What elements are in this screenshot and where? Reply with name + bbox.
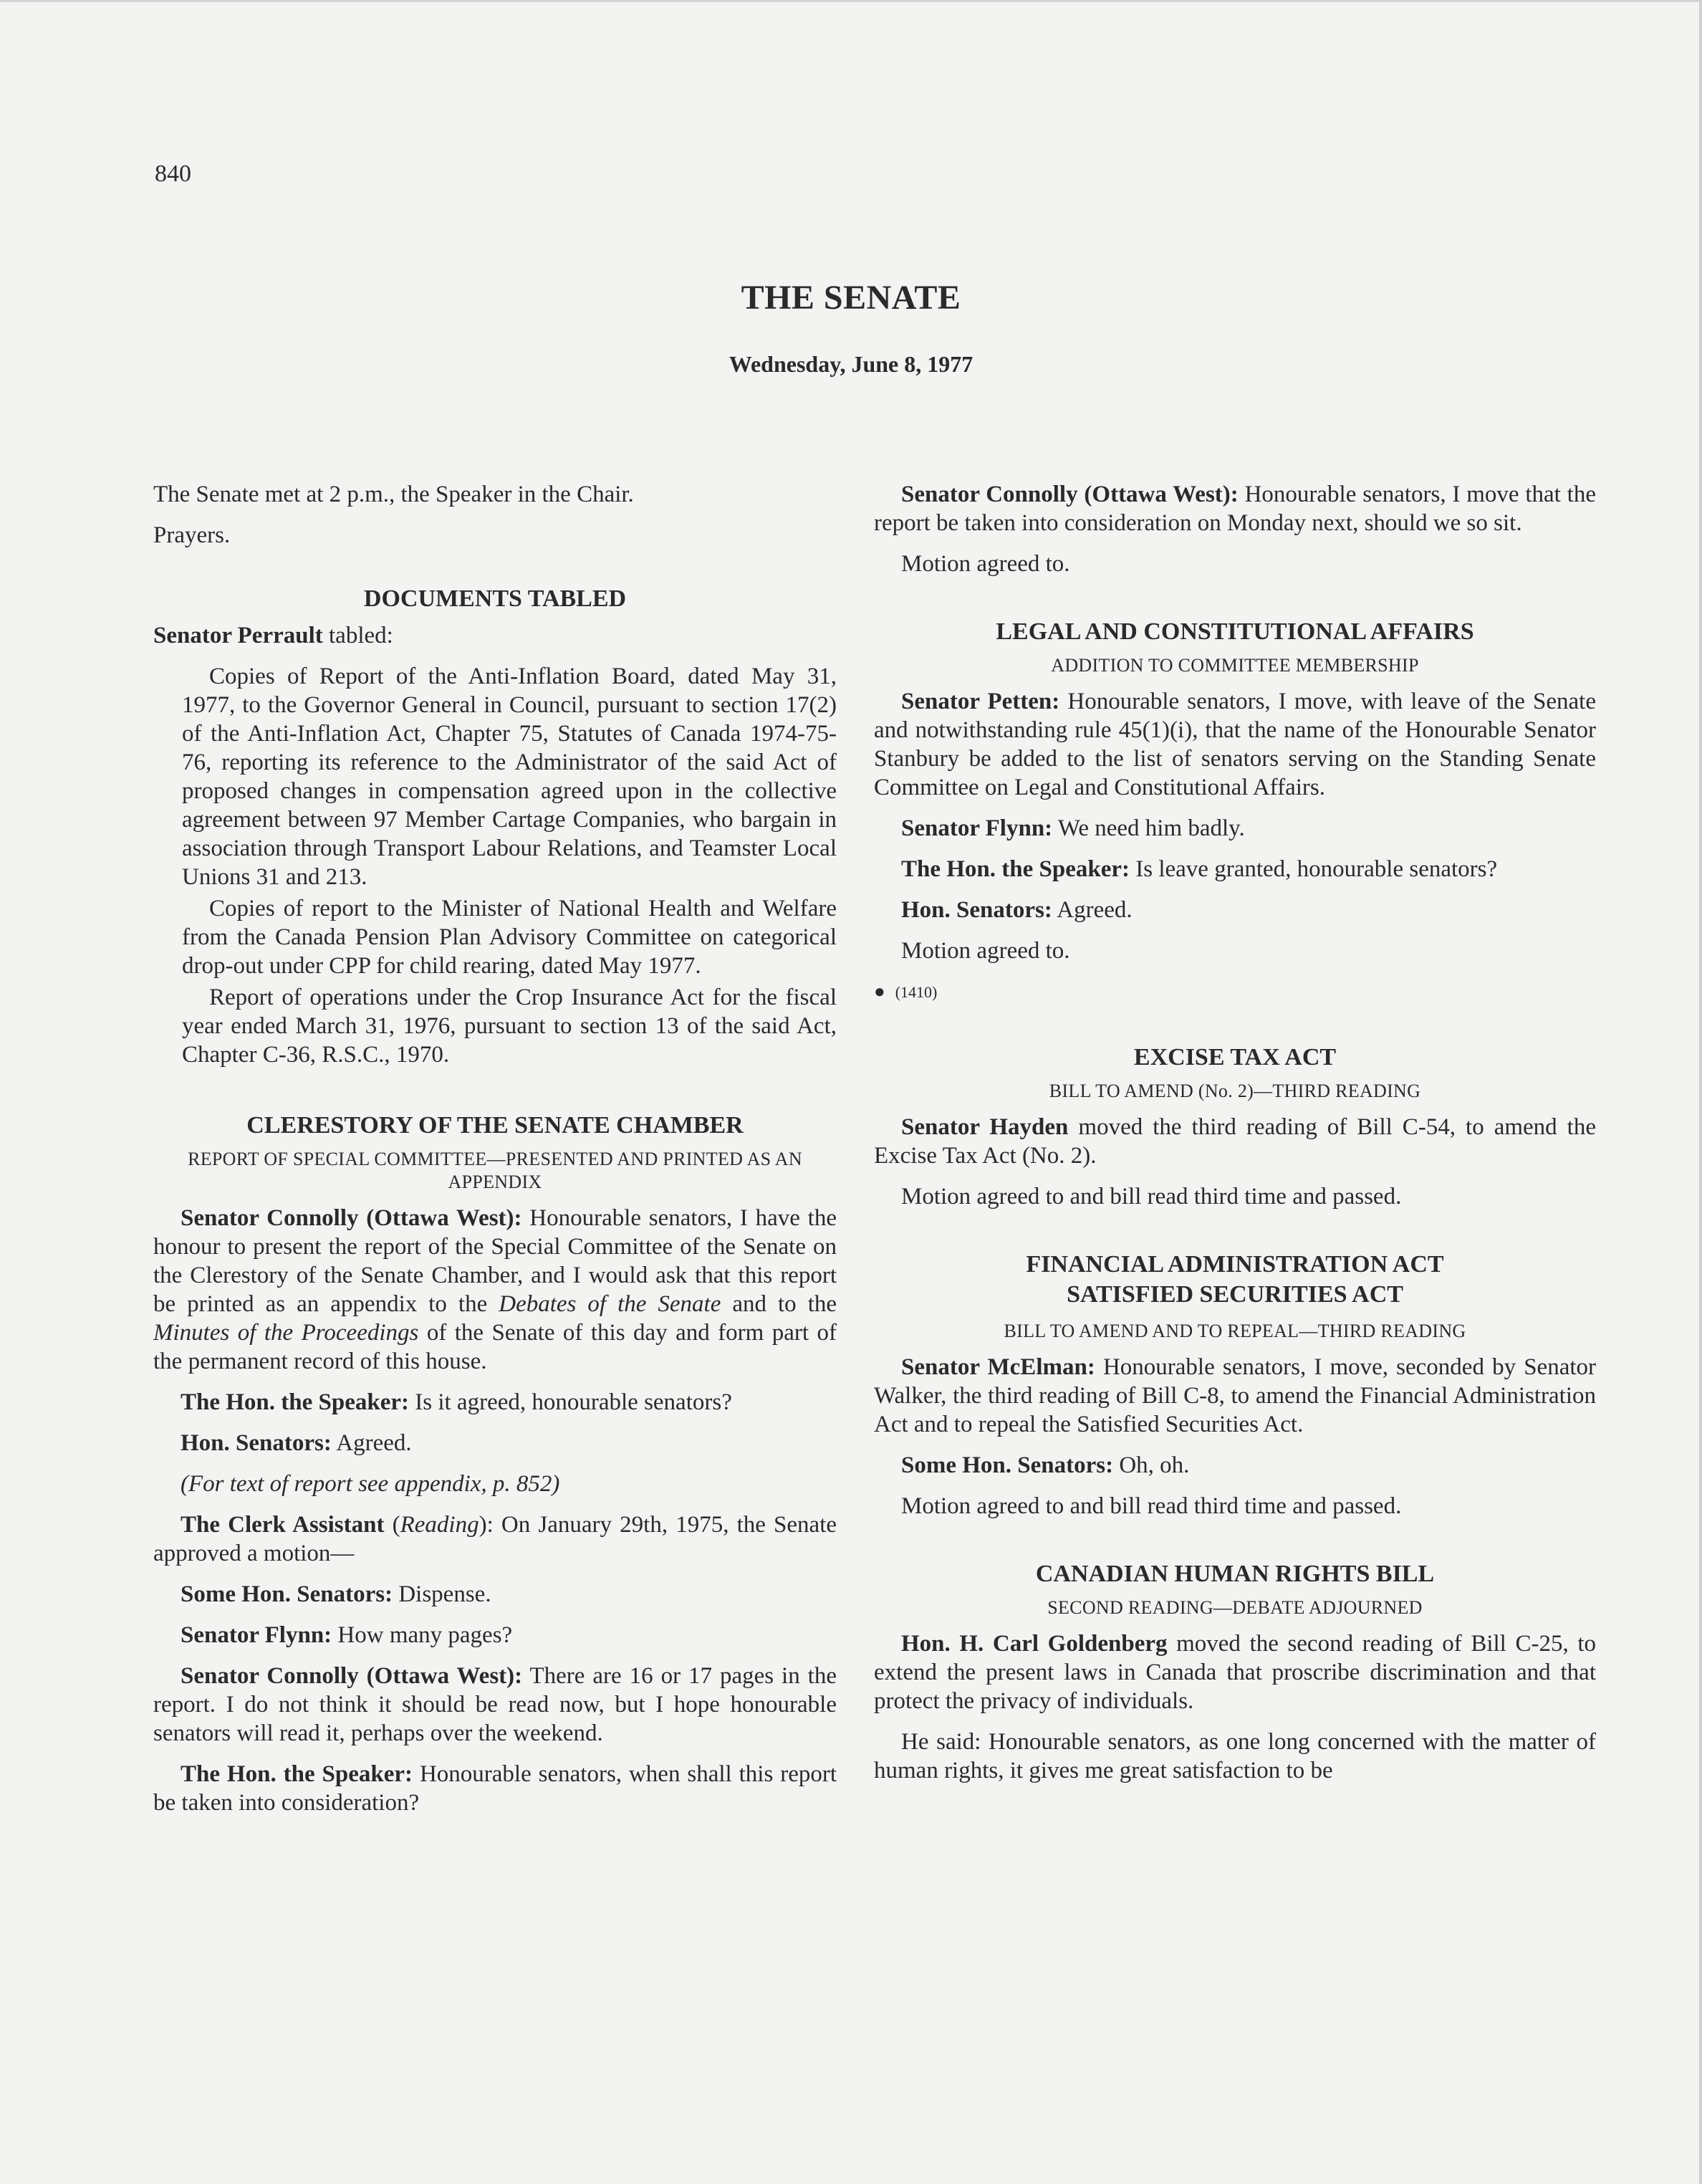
page-title: THE SENATE xyxy=(741,279,961,317)
bill-passed-2: Motion agreed to and bill read third time and passed. xyxy=(901,1493,1402,1519)
speaker-name: Some Hon. Senators: xyxy=(181,1581,393,1607)
perrault-tabled xyxy=(153,621,837,650)
clerestory-heading: CLERESTORY OF THE SENATE CHAMBER xyxy=(246,1112,744,1139)
speaker-name: Senator Flynn: xyxy=(901,815,1053,841)
excise-tax-subheading: BILL TO AMEND (No. 2)—THIRD READING xyxy=(1049,1081,1421,1101)
speaker-name: Hon. Senators: xyxy=(181,1430,332,1456)
financial-administration-heading: FINANCIAL ADMINISTRATION ACT SATISFIED SECURITIES ACT xyxy=(1026,1251,1444,1308)
human-rights-heading: CANADIAN HUMAN RIGHTS BILL xyxy=(1035,1561,1435,1587)
speaker-name: The Hon. the Speaker: xyxy=(181,1389,410,1415)
clerestory-subheading: REPORT OF SPECIAL COMMITTEE—PRESENTED AND PRINTED AS AN APPENDIX xyxy=(188,1149,802,1192)
motion-agreed-2: Motion agreed to. xyxy=(901,938,1070,964)
speaker-name: The Hon. the Speaker: xyxy=(901,856,1130,882)
senators-interjection: Some Hon. Senators: Oh, oh. xyxy=(901,1452,1190,1478)
legal-affairs-subheading: ADDITION TO COMMITTEE MEMBERSHIP xyxy=(1051,655,1419,676)
flynn-remark: Senator Flynn: We need him badly. xyxy=(901,815,1245,841)
speaker-statement-2: The Hon. the Speaker: Honourable senators, when shall this report be taken into consideration? xyxy=(153,1761,837,1816)
speaker-name: The Hon. the Speaker: xyxy=(181,1761,413,1787)
senators-response-1: Hon. Senators: Agreed. xyxy=(181,1430,412,1456)
clerk-reading: The Clerk Assistant (Reading): On January 29th, 1975, the Senate approved a motion— xyxy=(153,1512,837,1566)
speaker-name: Senator Petten: xyxy=(901,689,1060,714)
motion-agreed-1: Motion agreed to. xyxy=(901,551,1070,577)
connolly-statement-2: Senator Connolly (Ottawa West): There are 16 or 17 pages in the report. I do not think it should be read now, but I hope honourable senators will read it, perhaps over the weekend. xyxy=(153,1663,837,1746)
bill-passed-1: Motion agreed to and bill read third time and passed. xyxy=(901,1184,1402,1210)
senators-response-2: Some Hon. Senators: Dispense. xyxy=(181,1581,491,1607)
speaker-name: Senator Perrault xyxy=(153,623,323,648)
flynn-question: Senator Flynn: How many pages? xyxy=(181,1622,513,1648)
opening-statement: The Senate met at 2 p.m., the Speaker in the Chair. xyxy=(153,482,634,507)
speaker-statement-1: The Hon. the Speaker: Is it agreed, honourable senators? xyxy=(181,1389,732,1415)
human-rights-subheading: SECOND READING—DEBATE ADJOURNED xyxy=(1047,1597,1423,1618)
mcelman-motion: Senator McElman: Honourable senators, I move, seconded by Senator Walker, the third reading of Bill C-8, to amend the Financial Administration Act and to repeal the Satisfied Securities Act. xyxy=(874,1354,1597,1437)
left-column xyxy=(153,480,837,1829)
prayers: Prayers. xyxy=(153,522,231,548)
documents-tabled-heading: DOCUMENTS TABLED xyxy=(363,585,627,612)
speaker-name: Senator Connolly (Ottawa West): xyxy=(181,1663,523,1689)
petten-motion: Senator Petten: Honourable senators, I move, with leave of the Senate and notwithstanding rule 45(1)(i), that the name of the Honourable Senator Stanbury be added to the list of senators serving on the Standing Senate Committee on Legal and Constitutional Affairs. xyxy=(874,689,1596,800)
speaker-leave-question: The Hon. the Speaker: Is leave granted, honourable senators? xyxy=(901,856,1498,882)
financial-administration-subheading: BILL TO AMEND AND TO REPEAL—THIRD READING xyxy=(1004,1321,1466,1341)
sitting-date: Wednesday, June 8, 1977 xyxy=(729,351,973,377)
speaker-name: Senator Hayden xyxy=(901,1114,1069,1140)
appendix-note: (For text of report see appendix, p. 852) xyxy=(181,1471,560,1497)
page-number: 840 xyxy=(155,161,191,187)
speaker-name: Senator McElman: xyxy=(901,1354,1095,1380)
connolly-motion: Senator Connolly (Ottawa West): Honourable senators, I move that the report be taken into consideration on Monday next, should we so sit. xyxy=(874,482,1596,536)
connolly-statement-1: Senator Connolly (Ottawa West): Honourable senators, I have the honour to present the report of the Special Committee of the Senate on the Clerestory of the Senate Chamber, and I would ask that this report be printed as an appendix to the Debates of the Senate and to the Minutes of the Proceedings of the Senate of this day and form part of the permanent record of this house. xyxy=(153,1205,837,1374)
speech-text: tabled: xyxy=(322,623,393,648)
speaker-name: Hon. H. Carl Goldenberg xyxy=(901,1631,1168,1657)
speaker-name: Senator Connolly (Ottawa West): xyxy=(901,482,1239,507)
goldenberg-speech: He said: Honourable senators, as one long concerned with the matter of human rights, it gives me great satisfaction to be xyxy=(874,1729,1596,1783)
speaker-name: Senator Flynn: xyxy=(181,1622,332,1648)
speaker-name: Some Hon. Senators: xyxy=(901,1452,1114,1478)
right-column xyxy=(874,480,1596,1797)
goldenberg-motion: Hon. H. Carl Goldenberg moved the second reading of Bill C-25, to extend the present laws in Canada that proscribe discrimination and that protect the privacy of individuals. xyxy=(874,1631,1596,1714)
senators-agreed: Hon. Senators: Agreed. xyxy=(901,897,1133,923)
excise-tax-heading: EXCISE TAX ACT xyxy=(1133,1044,1337,1071)
legal-affairs-heading: LEGAL AND CONSTITUTIONAL AFFAIRS xyxy=(996,618,1474,645)
tabled-document-1: Copies of Report of the Anti-Inflation Board, dated May 31, 1977, to the Governor General in Council, pursuant to section 17(2) of the Anti-Inflation Act, Chapter 75, Statutes of Canada 1974-75-76, reporting its reference to the Administrator of the said Act of proposed changes in compensation agreed upon in the collective agreement between 97 Member Cartage Companies, who bargain in association through Transport Labour Relations, and Teamster Local Unions 31 and 213. xyxy=(182,664,837,890)
bullet-icon: ● xyxy=(874,981,885,1002)
tabled-document-2: Copies of report to the Minister of National Health and Welfare from the Canada Pension Plan Advisory Committee on categorical drop-out under CPP for child rearing, dated May 1977. xyxy=(182,896,837,979)
speaker-name: Senator Connolly (Ottawa West): xyxy=(181,1205,522,1231)
speaker-name: Hon. Senators: xyxy=(901,897,1052,923)
tabled-document-3: Report of operations under the Crop Insurance Act for the fiscal year ended March 31, 1976, pursuant to section 13 of the said Act, Chapter C-36, R.S.C., 1970. xyxy=(182,985,837,1068)
time-marker: ● (1410) xyxy=(874,981,938,1002)
speaker-name: The Clerk Assistant xyxy=(181,1512,385,1538)
hayden-motion: Senator Hayden moved the third reading of Bill C-54, to amend the Excise Tax Act (No. 2). xyxy=(874,1114,1596,1169)
